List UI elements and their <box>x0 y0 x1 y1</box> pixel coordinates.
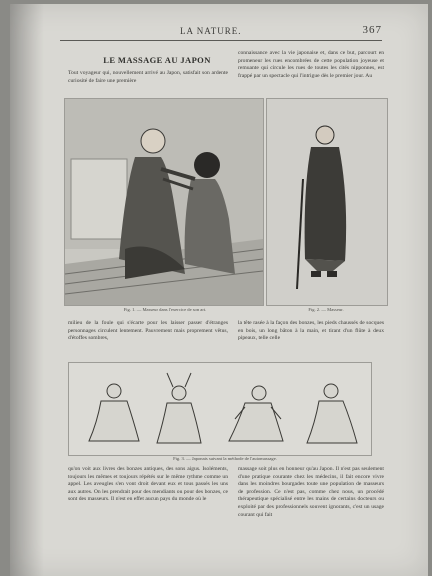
page-number: 367 <box>362 24 382 36</box>
page-shadow <box>10 4 44 576</box>
column-2-middle-text: la tête rasée à la façon des bonzes, les pieds chaussés de socques en bois, un long bâton à la main, et tirant d'un flûte à deux pipeaux, telle celle <box>238 320 384 342</box>
figure-3-caption: Fig. 3. — Japonais suivant la méthode de l'automassage. <box>173 456 277 461</box>
figure-1-illustration <box>64 98 264 306</box>
column-2-bottom-text: massage soit plus en honneur qu'au Japon. Il n'est pas seulement d'une pratique courante chez les médecins, il fait encore vivre dans les moindres bourgades toute une population de masseurs de profession. Ce n'est pas, comme chez nous, un procédé thérapeutique spécialisé entre les mains de certains docteurs ou exploité par des professionnels souvent ignorants, c'est un usage courant qui fait <box>238 466 384 518</box>
column-1-top-text: Tout voyageur qui, nouvellement arrivé au Japon, satisfait son ardente curiosité de faire une première <box>68 70 228 84</box>
article-title: LE MASSAGE AU JAPON <box>103 55 211 65</box>
column-1-bottom-text: qu'on voit aux livres des bonzes antiques, des sons aigus. Isoléments, toujours les mêmes et toujours répétés sur le même rythme comme un appel. Les aveugles s'en vont droit devant eux et tous passés les uns aux autres. On les prendrait pour des mendiants ou pour des bonzes, ce sont des masseurs. Il n'est en effet aucun pays du monde où le <box>68 466 228 503</box>
figure-3-drawing <box>69 363 371 455</box>
journal-title: LA NATURE. <box>180 26 242 36</box>
magazine-page <box>10 4 428 576</box>
figure-2-drawing <box>267 99 387 305</box>
header-rule <box>60 40 382 41</box>
column-2-top-text: connaissance avec la vie japonaise et, dans ce but, parcourt en promeneur les rues encombrées de cette population joyeuse et remuante qui circule les rues de toutes les cités nipponnes, est frappé par un spectacle qui l'intrigue dès le premier jour. Au <box>238 50 384 79</box>
figure-1-drawing <box>65 99 263 305</box>
column-1-middle-text: milieu de la foule qui s'écarte pour les laisser passer d'étranges personnages circulent lentement. Pauvrement mais proprement vêtus, d'étoffes sombres, <box>68 320 228 342</box>
figure-2-illustration <box>266 98 388 306</box>
figure-2-caption: Fig. 2. — Masseur. <box>308 307 344 312</box>
figure-1-caption: Fig. 1. — Masseur dans l'exercice de son art. <box>123 307 207 312</box>
figure-3-illustration <box>68 362 372 456</box>
